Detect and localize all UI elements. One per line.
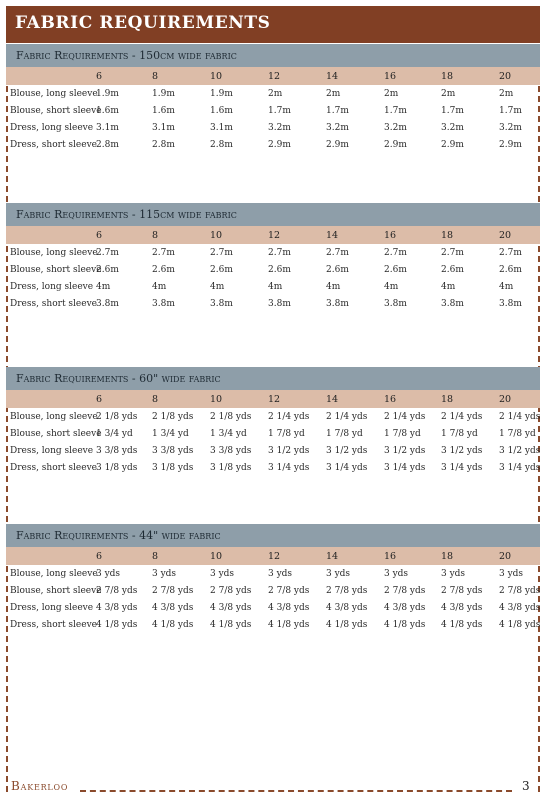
footer-brand: Bakerloo — [11, 779, 69, 793]
table-cell: 1 7/8 yd — [268, 429, 305, 439]
table-cell: 4m — [326, 282, 341, 292]
table-cell: 4 3/8 yds — [499, 603, 541, 613]
table-row — [6, 296, 540, 313]
table-cell: 3.8m — [210, 299, 233, 309]
table-cell: 3 1/2 yds — [441, 446, 483, 456]
table-cell: 2 1/4 yds — [384, 412, 426, 422]
size-header-cell: 20 — [499, 551, 512, 562]
table-cell: 2.6m — [268, 265, 291, 275]
table-cell: 4m — [210, 282, 225, 292]
table-row — [6, 103, 540, 120]
table-cell: 1.6m — [152, 106, 175, 116]
table-cell: 4 3/8 yds — [441, 603, 483, 613]
row-label: Dress, short sleeve — [10, 620, 97, 630]
row-label: Blouse, long sleeve — [10, 412, 98, 422]
table-cell: 3.1m — [96, 123, 119, 133]
table-cell: 2.8m — [152, 140, 175, 150]
table-cell: 1.6m — [96, 106, 119, 116]
section-115cm — [6, 203, 540, 313]
size-header-cell: 18 — [441, 230, 454, 241]
table-cell: 3 3/8 yds — [152, 446, 194, 456]
table-cell: 4 1/8 yds — [152, 620, 194, 630]
row-label: Blouse, long sleeve — [10, 569, 98, 579]
table-cell: 1 7/8 yd — [441, 429, 478, 439]
table-cell: 4m — [499, 282, 514, 292]
table-cell: 3 1/4 yds — [499, 463, 541, 473]
row-label: Dress, short sleeve — [10, 463, 97, 473]
table-cell: 1.9m — [152, 89, 175, 99]
table-cell: 2.6m — [152, 265, 175, 275]
size-header-row — [6, 67, 540, 85]
table-cell: 1.9m — [210, 89, 233, 99]
table-cell: 2.7m — [268, 248, 291, 258]
table-row — [6, 137, 540, 154]
row-label: Dress, short sleeve — [10, 140, 97, 150]
size-header-cell: 16 — [384, 71, 397, 82]
table-cell: 3 1/2 yds — [268, 446, 310, 456]
size-header-cell: 12 — [268, 394, 281, 405]
table-cell: 2 7/8 yds — [268, 586, 310, 596]
size-header-cell: 10 — [210, 551, 223, 562]
table-cell: 1.7m — [268, 106, 291, 116]
table-cell: 2 7/8 yds — [96, 586, 138, 596]
table-cell: 2.8m — [210, 140, 233, 150]
table-cell: 4 1/8 yds — [326, 620, 368, 630]
row-label: Dress, short sleeve — [10, 299, 97, 309]
table-cell: 4m — [96, 282, 111, 292]
table-cell: 2.7m — [326, 248, 349, 258]
table-cell: 3 yds — [268, 569, 293, 579]
table-cell: 2 1/4 yds — [268, 412, 310, 422]
size-header-cell: 8 — [152, 551, 159, 562]
table-cell: 1 7/8 yd — [499, 429, 536, 439]
size-header-cell: 8 — [152, 394, 159, 405]
table-cell: 4 3/8 yds — [268, 603, 310, 613]
table-cell: 4 1/8 yds — [384, 620, 426, 630]
page-header — [6, 6, 540, 43]
table-cell: 1.7m — [384, 106, 407, 116]
size-header-cell: 8 — [152, 230, 159, 241]
table-cell: 3.8m — [326, 299, 349, 309]
page-number: 3 — [522, 779, 530, 793]
table-row — [6, 566, 540, 583]
table-cell: 2.9m — [268, 140, 291, 150]
table-cell: 2m — [384, 89, 399, 99]
table-cell: 2.6m — [96, 265, 119, 275]
row-label: Dress, long sleeve — [10, 123, 94, 133]
table-cell: 4 1/8 yds — [499, 620, 541, 630]
size-header-cell: 12 — [268, 71, 281, 82]
table-cell: 1.7m — [499, 106, 522, 116]
size-header-cell: 6 — [96, 71, 103, 82]
table-cell: 2.6m — [384, 265, 407, 275]
size-header-cell: 8 — [152, 71, 159, 82]
table-cell: 2 1/4 yds — [326, 412, 368, 422]
table-cell: 2 1/4 yds — [441, 412, 483, 422]
table-cell: 2 7/8 yds — [441, 586, 483, 596]
table-cell: 3.2m — [326, 123, 349, 133]
table-row — [6, 617, 540, 634]
table-cell: 3.1m — [152, 123, 175, 133]
table-cell: 3.1m — [210, 123, 233, 133]
table-cell: 2.6m — [499, 265, 522, 275]
table-row — [6, 583, 540, 600]
size-header-cell: 14 — [326, 71, 339, 82]
table-cell: 2 1/8 yds — [152, 412, 194, 422]
size-header-cell: 16 — [384, 551, 397, 562]
table-cell: 2 1/8 yds — [96, 412, 138, 422]
table-cell: 2.9m — [441, 140, 464, 150]
table-cell: 4m — [441, 282, 456, 292]
size-header-cell: 10 — [210, 230, 223, 241]
table-cell: 3.2m — [384, 123, 407, 133]
table-cell: 1 3/4 yd — [210, 429, 247, 439]
table-cell: 4m — [384, 282, 399, 292]
section-150cm — [6, 44, 540, 154]
table-cell: 3 3/8 yds — [210, 446, 252, 456]
table-cell: 3 1/8 yds — [210, 463, 252, 473]
table-cell: 3.8m — [384, 299, 407, 309]
table-row — [6, 600, 540, 617]
table-row — [6, 262, 540, 279]
table-cell: 3 yds — [210, 569, 235, 579]
table-cell: 2.6m — [326, 265, 349, 275]
table-cell: 3 3/8 yds — [96, 446, 138, 456]
table-cell: 2.7m — [441, 248, 464, 258]
size-header-cell: 18 — [441, 394, 454, 405]
section-44in — [6, 524, 540, 634]
table-cell: 2 7/8 yds — [210, 586, 252, 596]
table-cell: 2.7m — [96, 248, 119, 258]
table-cell: 3 yds — [96, 569, 121, 579]
table-cell: 3.2m — [499, 123, 522, 133]
size-header-row — [6, 226, 540, 244]
table-cell: 2.7m — [210, 248, 233, 258]
table-cell: 2.7m — [152, 248, 175, 258]
size-header-cell: 20 — [499, 71, 512, 82]
table-cell: 1.7m — [441, 106, 464, 116]
table-cell: 3.8m — [268, 299, 291, 309]
table-row — [6, 120, 540, 137]
section-60in — [6, 367, 540, 477]
table-cell: 1 7/8 yd — [326, 429, 363, 439]
table-cell: 2.7m — [384, 248, 407, 258]
table-row — [6, 245, 540, 262]
row-label: Blouse, short sleeve — [10, 265, 102, 275]
table-cell: 3.8m — [441, 299, 464, 309]
table-cell: 4 1/8 yds — [210, 620, 252, 630]
size-header-row — [6, 390, 540, 408]
table-row — [6, 409, 540, 426]
page-title: FABRIC REQUIREMENTS — [15, 13, 271, 33]
size-header-cell: 20 — [499, 230, 512, 241]
table-cell: 1 7/8 yd — [384, 429, 421, 439]
size-header-cell: 14 — [326, 230, 339, 241]
size-header-cell: 18 — [441, 71, 454, 82]
table-row — [6, 460, 540, 477]
table-cell: 2.8m — [96, 140, 119, 150]
table-cell: 1.9m — [96, 89, 119, 99]
table-row — [6, 86, 540, 103]
table-cell: 3 yds — [152, 569, 177, 579]
size-header-cell: 10 — [210, 394, 223, 405]
size-header-cell: 14 — [326, 551, 339, 562]
row-label: Dress, long sleeve — [10, 446, 94, 456]
size-header-cell: 12 — [268, 551, 281, 562]
table-cell: 2.6m — [210, 265, 233, 275]
size-header-cell: 10 — [210, 71, 223, 82]
table-cell: 3.2m — [268, 123, 291, 133]
table-cell: 2m — [499, 89, 514, 99]
table-cell: 2 1/4 yds — [499, 412, 541, 422]
table-cell: 4 1/8 yds — [268, 620, 310, 630]
size-header-cell: 6 — [96, 230, 103, 241]
table-cell: 2.6m — [441, 265, 464, 275]
table-cell: 2 7/8 yds — [384, 586, 426, 596]
table-cell: 2.9m — [499, 140, 522, 150]
section-title: Fabric Requirements - 115cm wide fabric — [6, 203, 540, 226]
table-cell: 3 1/4 yds — [384, 463, 426, 473]
table-cell: 2 7/8 yds — [326, 586, 368, 596]
size-header-cell: 6 — [96, 551, 103, 562]
table-cell: 3.2m — [441, 123, 464, 133]
size-header-cell: 20 — [499, 394, 512, 405]
row-label: Blouse, long sleeve — [10, 248, 98, 258]
table-cell: 3 1/4 yds — [268, 463, 310, 473]
table-cell: 4m — [268, 282, 283, 292]
table-cell: 4 3/8 yds — [152, 603, 194, 613]
section-title: Fabric Requirements - 44" wide fabric — [6, 524, 540, 547]
row-label: Blouse, short sleeve — [10, 586, 102, 596]
table-cell: 4m — [152, 282, 167, 292]
size-header-cell: 16 — [384, 230, 397, 241]
table-cell: 3.8m — [499, 299, 522, 309]
table-cell: 3 1/8 yds — [96, 463, 138, 473]
row-label: Blouse, short sleeve — [10, 429, 102, 439]
table-cell: 3 1/8 yds — [152, 463, 194, 473]
table-row — [6, 279, 540, 296]
table-cell: 2 7/8 yds — [152, 586, 194, 596]
size-header-row — [6, 547, 540, 565]
table-cell: 3 1/4 yds — [441, 463, 483, 473]
table-cell: 3 1/2 yds — [326, 446, 368, 456]
table-cell: 4 1/8 yds — [441, 620, 483, 630]
table-cell: 2.9m — [384, 140, 407, 150]
table-row — [6, 443, 540, 460]
table-cell: 3 1/4 yds — [326, 463, 368, 473]
table-row — [6, 426, 540, 443]
table-cell: 3 1/2 yds — [499, 446, 541, 456]
table-cell: 3 yds — [499, 569, 524, 579]
size-header-cell: 14 — [326, 394, 339, 405]
row-label: Blouse, short sleeve — [10, 106, 102, 116]
table-cell: 1 3/4 yd — [152, 429, 189, 439]
section-title: Fabric Requirements - 150cm wide fabric — [6, 44, 540, 67]
table-cell: 3.8m — [96, 299, 119, 309]
table-cell: 3 yds — [441, 569, 466, 579]
table-cell: 2m — [268, 89, 283, 99]
row-label: Dress, long sleeve — [10, 282, 94, 292]
table-cell: 4 3/8 yds — [210, 603, 252, 613]
table-cell: 4 3/8 yds — [384, 603, 426, 613]
table-cell: 4 3/8 yds — [96, 603, 138, 613]
table-cell: 2m — [326, 89, 341, 99]
table-cell: 3 yds — [384, 569, 409, 579]
table-cell: 3 yds — [326, 569, 351, 579]
size-header-cell: 12 — [268, 230, 281, 241]
table-cell: 2m — [441, 89, 456, 99]
table-cell: 4 3/8 yds — [326, 603, 368, 613]
size-header-cell: 18 — [441, 551, 454, 562]
row-label: Dress, long sleeve — [10, 603, 94, 613]
table-cell: 3 1/2 yds — [384, 446, 426, 456]
row-label: Blouse, long sleeve — [10, 89, 98, 99]
table-cell: 3.8m — [152, 299, 175, 309]
footer-divider — [80, 790, 512, 792]
table-cell: 2 1/8 yds — [210, 412, 252, 422]
table-cell: 1 3/4 yd — [96, 429, 133, 439]
size-header-cell: 6 — [96, 394, 103, 405]
size-header-cell: 16 — [384, 394, 397, 405]
table-cell: 2 7/8 yds — [499, 586, 541, 596]
table-cell: 1.6m — [210, 106, 233, 116]
table-cell: 1.7m — [326, 106, 349, 116]
table-cell: 2.7m — [499, 248, 522, 258]
table-cell: 2.9m — [326, 140, 349, 150]
section-title: Fabric Requirements - 60" wide fabric — [6, 367, 540, 390]
table-cell: 4 1/8 yds — [96, 620, 138, 630]
